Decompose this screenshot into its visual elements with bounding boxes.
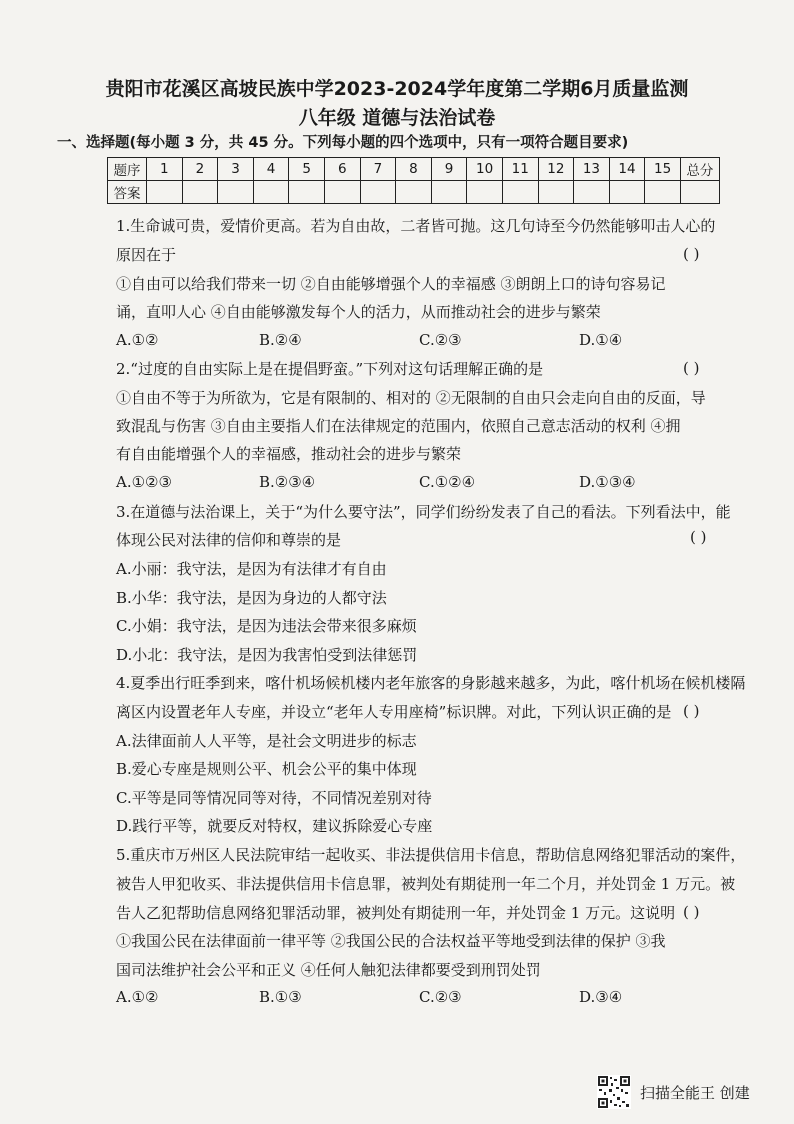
question-4-line-1: 4.夏季出行旺季到来，喀什机场候机楼内老年旅客的身影越来越多，为此，喀什机场在候机楼隔: [116, 674, 746, 692]
question-number-cell: 10: [467, 158, 503, 181]
question-number-cell: 15: [645, 158, 681, 181]
qr-code-icon: [597, 1075, 631, 1109]
answer-cell[interactable]: [502, 181, 538, 204]
option-d[interactable]: D.③④: [579, 988, 623, 1006]
question-5-options: [116, 988, 756, 1008]
question-4-line-2: 离区内设置老年人专座，并设立“老年人专用座椅”标识牌。对此，下列认识正确的是: [116, 703, 672, 721]
question-number-cell: 6: [324, 158, 360, 181]
question-3-option-b[interactable]: B.小华：我守法，是因为身边的人都守法: [116, 589, 387, 607]
question-1-line-4: 诵，直叩人心 ④自由能够激发每个人的活力，从而推动社会的进步与繁荣: [116, 303, 601, 321]
option-a[interactable]: A.①②: [116, 988, 159, 1006]
answer-cell[interactable]: [431, 181, 467, 204]
answer-cell[interactable]: [289, 181, 325, 204]
question-1-line-3: ①自由可以给我们带来一切 ②自由能够增强个人的幸福感 ③朗朗上口的诗句容易记: [116, 275, 666, 293]
question-5-line-3: 告人乙犯帮助信息网络犯罪活动罪，被判处有期徒刑一年，并处罚金 1 万元。这说明: [116, 904, 676, 922]
answer-cell[interactable]: [538, 181, 574, 204]
question-3-option-d[interactable]: D.小北：我守法，是因为我害怕受到法律惩罚: [116, 646, 418, 664]
option-c[interactable]: C.②③: [419, 331, 462, 349]
question-number-cell: 11: [502, 158, 538, 181]
question-2-line-2: ①自由不等于为所欲为，它是有限制的、相对的 ②无限制的自由只会走向自由的反面，导: [116, 389, 706, 407]
question-number-cell: 8: [396, 158, 432, 181]
question-5-line-5: 国司法维护社会公平和正义 ④任何人触犯法律都要受到刑罚处罚: [116, 961, 541, 979]
row-label-answer: 答案: [108, 181, 147, 204]
question-3-option-c[interactable]: C.小娟：我守法，是因为违法会带来很多麻烦: [116, 617, 417, 635]
answer-cell[interactable]: [182, 181, 218, 204]
option-b[interactable]: B.①③: [259, 988, 302, 1006]
question-4-option-a[interactable]: A.法律面前人人平等，是社会文明进步的标志: [116, 732, 417, 750]
total-score-label: 总分: [680, 158, 719, 181]
answer-table: [107, 157, 720, 204]
option-b[interactable]: B.②④: [259, 331, 302, 349]
question-number-cell: 13: [574, 158, 610, 181]
answer-cell[interactable]: [574, 181, 610, 204]
answer-cell[interactable]: [218, 181, 254, 204]
question-3-option-a[interactable]: A.小丽：我守法，是因为有法律才有自由: [116, 560, 387, 578]
answer-cell[interactable]: [467, 181, 503, 204]
question-1-answer-parens: ( ): [683, 245, 700, 263]
question-number-cell: 14: [609, 158, 645, 181]
question-3-line-1: 3.在道德与法治课上，关于“为什么要守法”，同学们纷纷发表了自己的看法。下列看法中，能: [116, 503, 731, 521]
exam-title: 贵阳市花溪区高坡民族中学2023-2024学年度第二学期6月质量监测: [105, 78, 689, 100]
question-2-options: [116, 473, 756, 493]
question-3-line-2: 体现公民对法律的信仰和尊崇的是: [116, 531, 342, 549]
question-4-option-d[interactable]: D.践行平等，就要反对特权，建议拆除爱心专座: [116, 817, 433, 835]
option-c[interactable]: C.①②④: [419, 473, 476, 491]
question-5-line-1: 5.重庆市万州区人民法院审结一起收买、非法提供信用卡信息，帮助信息网络犯罪活动的案件，: [116, 846, 746, 864]
total-score-cell[interactable]: [680, 181, 719, 204]
option-d[interactable]: D.①③④: [579, 473, 636, 491]
answer-cell[interactable]: [396, 181, 432, 204]
answer-cell[interactable]: [324, 181, 360, 204]
question-1-options: [116, 331, 756, 351]
answer-table-answer-row: [108, 181, 720, 204]
question-2-answer-parens: ( ): [683, 359, 700, 377]
answer-cell[interactable]: [360, 181, 396, 204]
answer-table-header-row: [108, 158, 720, 181]
question-number-cell: 2: [182, 158, 218, 181]
option-a[interactable]: A.①②: [116, 331, 159, 349]
question-3-answer-parens: ( ): [690, 528, 707, 546]
question-number-cell: 5: [289, 158, 325, 181]
question-5-line-4: ①我国公民在法律面前一律平等 ②我国公民的合法权益平等地受到法律的保护 ③我: [116, 932, 666, 950]
answer-cell[interactable]: [645, 181, 681, 204]
exam-subtitle: 八年级 道德与法治试卷: [298, 107, 496, 129]
question-5-line-2: 被告人甲犯收买、非法提供信用卡信息罪，被判处有期徒刑一年二个月，并处罚金 1 万元。被: [116, 875, 736, 893]
question-5-answer-parens: ( ): [683, 903, 700, 921]
question-4-option-c[interactable]: C.平等是同等情况同等对待，不同情况差别对待: [116, 789, 432, 807]
question-1-line-2: 原因在于: [116, 246, 177, 264]
question-number-cell: 7: [360, 158, 396, 181]
question-2-line-1: 2.“过度的自由实际上是在提倡野蛮。”下列对这句话理解正确的是: [116, 360, 544, 378]
question-number-cell: 12: [538, 158, 574, 181]
answer-cell[interactable]: [147, 181, 183, 204]
question-1-line-1: 1.生命诚可贵，爱情价更高。若为自由故，二者皆可抛。这几句诗至今仍然能够叩击人心的: [116, 217, 716, 235]
row-label-number: 题序: [108, 158, 147, 181]
answer-cell[interactable]: [609, 181, 645, 204]
question-number-cell: 4: [253, 158, 289, 181]
question-number-cell: 1: [147, 158, 183, 181]
question-2-line-4: 有自由能增强个人的幸福感，推动社会的进步与繁荣: [116, 445, 462, 463]
question-number-cell: 3: [218, 158, 254, 181]
option-b[interactable]: B.②③④: [259, 473, 316, 491]
scanner-watermark: 扫描全能王 创建: [640, 1084, 750, 1102]
question-2-line-3: 致混乱与伤害 ③自由主要指人们在法律规定的范围内，依照自己意志活动的权利 ④拥: [116, 417, 681, 435]
question-4-option-b[interactable]: B.爱心专座是规则公平、机会公平的集中体现: [116, 760, 417, 778]
question-4-answer-parens: ( ): [683, 702, 700, 720]
option-c[interactable]: C.②③: [419, 988, 462, 1006]
option-a[interactable]: A.①②③: [116, 473, 172, 491]
question-number-cell: 9: [431, 158, 467, 181]
section-heading: 一、选择题(每小题 3 分，共 45 分。下列每小题的四个选项中，只有一项符合题目要求): [57, 135, 629, 151]
option-d[interactable]: D.①④: [579, 331, 623, 349]
answer-cell[interactable]: [253, 181, 289, 204]
